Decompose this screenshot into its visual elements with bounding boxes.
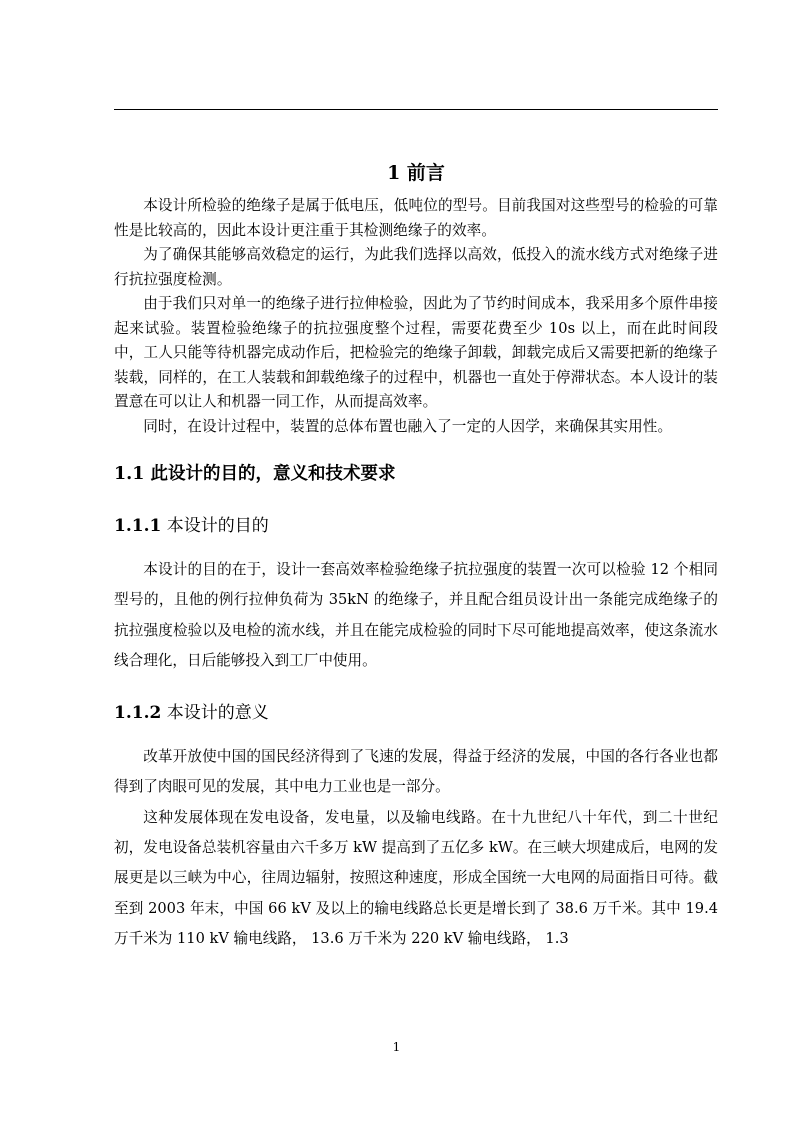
section-heading-1-1-2 [114,700,718,726]
section-heading-1-1: 1.1 此设计的目的，意义和技术要求 [114,464,396,484]
page-body [114,158,718,954]
section-number: 1.1.1 [114,516,162,536]
section-title: 本设计的目的 [161,516,269,536]
body-paragraph: 这种发展体现在发电设备，发电量，以及输电线路。在十九世纪八十年代，到二十世纪初，发电设备总装机容量由六千多万 kW 提高到了五亿多 kW。在三峡大坝建成后，电网的发展更是以三峡为中心，往周边辐射，按照这种速度，形成全国统一大电网的局面指日可待。截至到 2003 年末，中国 66 kV 及以上的输电线路总长更是增长到了 38.6 万千米。其中 19.4 万千米为 110 kV 输电线路， 13.6 万千米为 220 kV 输电线路， 1.3 [114,808,718,947]
chapter-title: 1 前言 [387,162,445,184]
body-paragraph: 本设计的目的在于，设计一套高效率检验绝缘子抗拉强度的装置一次可以检验 12 个相同型号的，且他的例行拉伸负荷为 35kN 的绝缘子，并且配合组员设计出一条能完成绝缘子的抗拉强度检验以及电检的流水线，并且在能完成检验的同时下尽可能地提高效率，使这条流水线合理化，日后能够投入到工厂中使用。 [114,561,718,669]
section-number: 1.1.2 [114,703,162,724]
preface-paragraph: 同时，在设计过程中，装置的总体布置也融入了一定的人因学，来确保其实用性。 [143,417,673,435]
section-heading-1-1-1 [114,513,718,539]
header-rule [114,109,718,110]
preface-paragraph: 为了确保其能够高效稳定的运行，为此我们选择以高效，低投入的流水线方式对绝缘子进行抗拉强度检测。 [114,246,718,288]
body-paragraph: 改革开放使中国的国民经济得到了飞速的发展，得益于经济的发展，中国的各行各业也都得到了肉眼可见的发展，其中电力工业也是一部分。 [114,748,718,796]
preface-paragraph: 本设计所检验的绝缘子是属于低电压，低吨位的型号。目前我国对这些型号的检验的可靠性是比较高的，因此本设计更注重于其检测绝缘子的效率。 [114,197,718,239]
page-number: 1 [392,1040,401,1054]
section-title: 本设计的意义 [161,703,269,724]
preface-paragraph: 由于我们只对单一的绝缘子进行拉伸检验，因此为了节约时间成本，我采用多个原件串接起来试验。装置检验绝缘子的抗拉强度整个过程，需要花费至少 10s 以上，而在此时间段中，工人只能等待机器完成动作后，把检验完的绝缘子卸载，卸载完成后又需要把新的绝缘子装载，同样的，在工人装载和卸载绝缘子的过程中，机器也一直处于停滞状态。本人设计的装置意在可以让人和机器一同工作，从而提高效率。 [114,295,718,410]
